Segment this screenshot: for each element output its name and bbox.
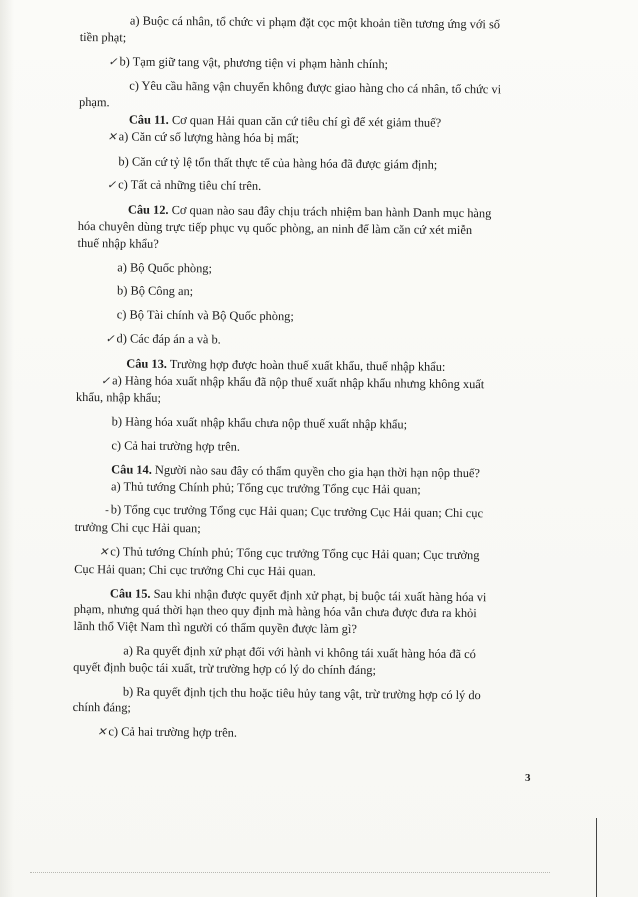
option-13b: b) Hàng hóa xuất nhập khẩu chưa nộp thuế xuất nhập khẩu; [111,414,408,432]
cross-mark-icon: ✕ [99,546,109,559]
question-15-line2: phạm, nhưng quá thời hạn theo quy định mà hàng hóa vẫn chưa được đưa ra khỏi [73,602,477,621]
option-10a-line1: a) Buộc cá nhân, tổ chức vi phạm đặt cọc một khoản tiền tương ứng với số [129,13,501,32]
option-12a: a) Bộ Quốc phòng; [117,259,213,275]
question-14: Câu 14. Người nào sau đây có thẩm quyền cho gia hạn thời hạn nộp thuế? [111,462,481,480]
option-12b: b) Bộ Công an; [117,283,194,299]
check-mark-icon: ✓ [100,374,111,387]
question-12-line3: thuế nhập khẩu? [77,235,159,251]
scan-noise [30,872,550,875]
page-number: 3 [525,772,531,784]
option-11b: b) Căn cứ tỷ lệ tổn thất thực tế của hàng hóa đã được giám định; [118,153,438,172]
option-15c: ✕ c) Cả hai trường hợp trên. [72,723,562,746]
option-14c-line2: Cục Hải quan; Chi cục trưởng Chi cục Hải quan. [74,561,316,579]
option-11a: ✕ a) Căn cứ số lượng hàng hóa bị mất; [79,128,569,151]
cross-mark-icon: ✕ [97,726,107,739]
option-10c-line2: phạm. [78,95,110,110]
option-11c: ✓ c) Tất cả những tiêu chí trên. [78,176,568,199]
check-mark-icon: ✓ [106,179,117,192]
option-14b-line1: - b) Tổng cục trưởng Tổng cục Hải quan; Cục trưởng Cục Hải quan; Chi cục [75,501,565,524]
dash-mark-icon: - [105,504,109,517]
check-mark-icon: ✓ [105,333,115,346]
option-15a-line1: a) Ra quyết định xử phạt đối với hành vi không tái xuất hàng hóa đã có [123,643,476,662]
scan-edge-line [596,818,597,897]
option-13a-line2: khẩu, nhập khẩu; [75,390,162,406]
option-10a-line2: tiền phạt; [79,29,127,45]
question-12-line2: hóa chuyên dùng trực tiếp phục vụ quốc phòng, an ninh để làm căn cứ xét miễn [77,218,473,238]
cross-mark-icon: ✕ [107,131,117,144]
option-14b-line2: trưởng Chi cục Hải quan; [74,520,201,536]
question-13: Câu 13. Trường hợp được hoàn thuế xuất khẩu, thuế nhập khẩu: [126,356,446,374]
check-mark-icon: ✓ [108,55,118,68]
document-body [72,12,570,746]
scan-shadow [0,0,14,897]
option-15b-line2: chính đáng; [72,700,131,715]
option-15a-line2: quyết định buộc tái xuất, trừ trường hợp có lý do chính đáng; [73,659,377,677]
option-14c-line1: ✕ c) Thủ tướng Chính phủ; Tổng cục trưởng Tổng cục Hải quan; Cục trưởng [74,543,564,566]
option-10b: ✓ b) Tạm giữ tang vật, phương tiện vi phạm hành chính; [79,53,569,76]
option-14a: a) Thủ tướng Chính phủ; Tổng cục trưởng Tổng cục Hải quan; [110,478,421,497]
question-12: Câu 12. Cơ quan nào sau đây chịu trách nhiệm ban hành Danh mục hàng [127,202,492,221]
option-15b-line1: b) Ra quyết định tịch thu hoặc tiêu hủy tang vật, trừ trường hợp có lý do [122,683,481,702]
option-13c: c) Cả hai trường hợp trên. [111,438,241,454]
option-12c: c) Bộ Tài chính và Bộ Quốc phòng; [116,307,294,324]
option-12d: ✓ d) Các đáp án a và b. [76,330,566,353]
question-15: Câu 15. Sau khi nhận được quyết định xử phạt, bị buộc tái xuất hàng hóa vi [109,585,487,604]
question-11: Câu 11. Cơ quan Hải quan căn cứ tiêu chí gì để xét giảm thuế? [128,112,442,130]
question-15-line3: lãnh thổ Việt Nam thì người có thẩm quyền được làm gì? [73,619,357,637]
option-13a-line1: ✓ a) Hàng hóa xuất nhập khẩu đã nộp thuế xuất nhập khẩu nhưng không xuất [76,372,566,395]
option-10c-line1: c) Yêu cầu hãng vận chuyển không được giao hàng cho cá nhân, tổ chức vi [129,78,502,97]
